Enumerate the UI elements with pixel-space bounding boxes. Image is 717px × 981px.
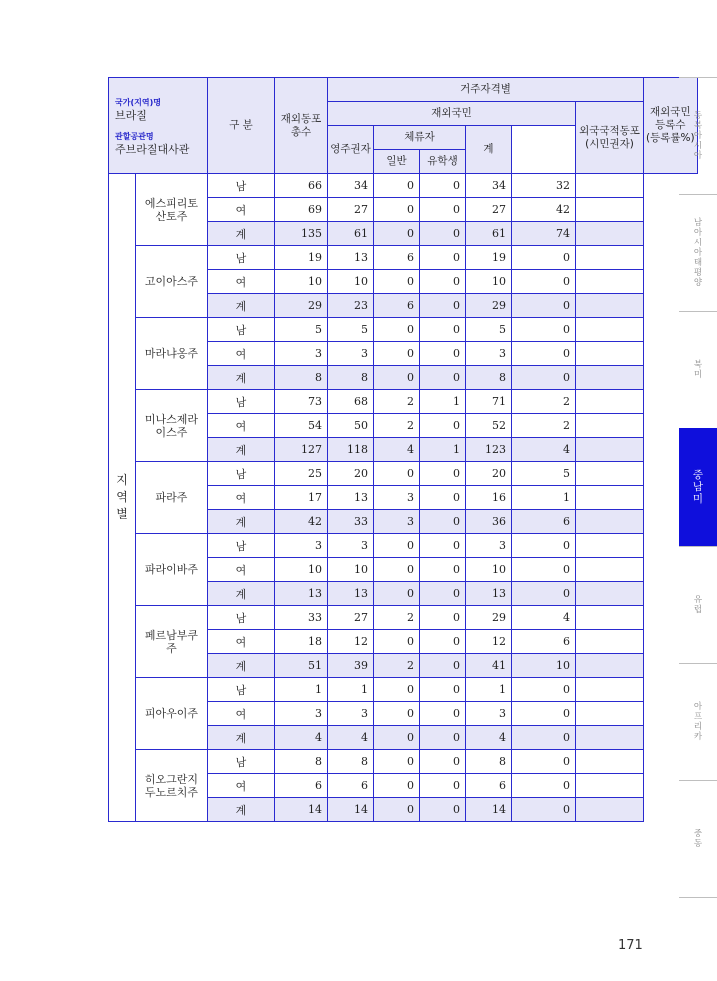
gender-cell: 계 (208, 294, 275, 318)
gender-cell: 계 (208, 438, 275, 462)
value-cell: 6 (328, 774, 374, 798)
gender-cell: 계 (208, 798, 275, 822)
value-cell: 10 (328, 270, 374, 294)
reg-header-line3: (등록률%) (646, 132, 695, 144)
gender-cell: 여 (208, 702, 275, 726)
value-cell: 0 (420, 798, 466, 822)
value-cell: 61 (466, 222, 512, 246)
value-cell: 50 (328, 414, 374, 438)
tab-divider (679, 780, 717, 781)
tab-divider (679, 311, 717, 312)
value-cell: 0 (420, 774, 466, 798)
value-cell: 127 (275, 438, 328, 462)
value-cell: 68 (328, 390, 374, 414)
office-name: 주브라질대사관 (115, 142, 190, 156)
gender-cell: 남 (208, 534, 275, 558)
value-cell: 1 (420, 390, 466, 414)
value-cell: 18 (275, 630, 328, 654)
value-cell: 0 (512, 750, 576, 774)
tab-divider (679, 897, 717, 898)
value-cell: 3 (328, 342, 374, 366)
value-cell (576, 726, 644, 750)
value-cell: 0 (420, 510, 466, 534)
gender-cell: 여 (208, 774, 275, 798)
value-cell: 0 (512, 342, 576, 366)
value-cell: 4 (512, 606, 576, 630)
value-cell: 0 (420, 366, 466, 390)
table-row (109, 246, 698, 270)
gender-cell: 계 (208, 726, 275, 750)
general-header: 일반 (374, 150, 420, 174)
value-cell: 19 (275, 246, 328, 270)
value-cell: 2 (374, 390, 420, 414)
value-cell: 0 (374, 702, 420, 726)
value-cell: 0 (512, 678, 576, 702)
table-row (109, 606, 698, 630)
value-cell: 29 (275, 294, 328, 318)
table-row (109, 678, 698, 702)
value-cell: 0 (420, 606, 466, 630)
value-cell: 10 (466, 270, 512, 294)
value-cell: 14 (328, 798, 374, 822)
side-tab-label: 유럽 (693, 594, 703, 615)
foreign-header (576, 102, 644, 174)
value-cell (576, 270, 644, 294)
gubun-header: 구 분 (208, 78, 275, 174)
value-cell: 42 (275, 510, 328, 534)
side-tab[interactable] (679, 311, 717, 428)
value-cell: 0 (374, 222, 420, 246)
value-cell (576, 606, 644, 630)
value-cell: 3 (328, 534, 374, 558)
value-cell: 4 (512, 438, 576, 462)
region-name: 마라냐옹주 (136, 318, 208, 390)
side-tab-label: 남아시아태평양 (693, 217, 703, 288)
value-cell: 0 (374, 270, 420, 294)
value-cell: 3 (275, 702, 328, 726)
office-label: 관할공관명 (115, 131, 154, 141)
region-name: 피아우이주 (136, 678, 208, 750)
value-cell: 27 (328, 606, 374, 630)
value-cell: 19 (466, 246, 512, 270)
value-cell: 2 (512, 390, 576, 414)
value-cell: 33 (275, 606, 328, 630)
gender-cell: 남 (208, 174, 275, 198)
value-cell: 13 (466, 582, 512, 606)
value-cell: 12 (466, 630, 512, 654)
korean-nationals-header: 재외국민 (328, 102, 576, 126)
value-cell: 39 (328, 654, 374, 678)
residence-header: 거주자격별 (328, 78, 644, 102)
table-row (109, 534, 698, 558)
gender-cell: 여 (208, 198, 275, 222)
sojourner-header: 체류자 (374, 126, 466, 150)
value-cell: 0 (420, 678, 466, 702)
value-cell: 4 (275, 726, 328, 750)
value-cell: 0 (374, 366, 420, 390)
value-cell: 10 (512, 654, 576, 678)
value-cell: 27 (328, 198, 374, 222)
value-cell: 0 (374, 174, 420, 198)
foreign-header-line1: 외국국적동포 (579, 124, 640, 137)
reg-header-line1: 재외국민 (650, 106, 691, 118)
value-cell: 0 (420, 726, 466, 750)
value-cell: 20 (328, 462, 374, 486)
value-cell: 52 (466, 414, 512, 438)
value-cell: 0 (512, 558, 576, 582)
country-header (109, 78, 208, 174)
value-cell: 0 (420, 462, 466, 486)
value-cell (576, 510, 644, 534)
value-cell: 0 (374, 798, 420, 822)
region-name: 페르남부쿠 주 (136, 606, 208, 678)
value-cell: 0 (512, 318, 576, 342)
value-cell: 0 (512, 702, 576, 726)
gender-cell: 여 (208, 414, 275, 438)
tab-divider (679, 194, 717, 195)
value-cell: 8 (328, 366, 374, 390)
side-tab-label: 중동 (693, 828, 703, 849)
value-cell: 74 (512, 222, 576, 246)
population-table (108, 77, 698, 822)
value-cell (576, 390, 644, 414)
value-cell: 25 (275, 462, 328, 486)
value-cell: 0 (512, 798, 576, 822)
country-label: 국가(지역)명 (115, 97, 161, 107)
value-cell: 0 (420, 654, 466, 678)
table-body (109, 174, 698, 822)
value-cell: 135 (275, 222, 328, 246)
gender-cell: 여 (208, 270, 275, 294)
value-cell: 0 (374, 198, 420, 222)
gender-cell: 남 (208, 750, 275, 774)
gender-cell: 계 (208, 654, 275, 678)
value-cell (576, 294, 644, 318)
value-cell: 23 (328, 294, 374, 318)
side-tab[interactable] (679, 194, 717, 311)
value-cell (576, 582, 644, 606)
value-cell (576, 222, 644, 246)
value-cell: 2 (512, 414, 576, 438)
value-cell: 0 (374, 678, 420, 702)
value-cell: 6 (374, 246, 420, 270)
side-tab[interactable] (679, 663, 717, 780)
region-name: 파라주 (136, 462, 208, 534)
value-cell: 0 (420, 630, 466, 654)
tab-divider (679, 546, 717, 547)
side-tab[interactable] (679, 780, 717, 897)
value-cell: 41 (466, 654, 512, 678)
value-cell: 0 (374, 534, 420, 558)
value-cell: 2 (374, 606, 420, 630)
side-tab-label: 아프리카 (693, 701, 703, 742)
value-cell: 0 (374, 318, 420, 342)
value-cell: 3 (466, 534, 512, 558)
side-tab[interactable] (679, 546, 717, 663)
value-cell: 0 (420, 582, 466, 606)
value-cell: 0 (420, 534, 466, 558)
value-cell: 0 (420, 270, 466, 294)
value-cell: 3 (275, 534, 328, 558)
value-cell: 0 (512, 366, 576, 390)
value-cell: 0 (420, 486, 466, 510)
value-cell: 29 (466, 294, 512, 318)
value-cell: 0 (420, 318, 466, 342)
value-cell: 3 (374, 486, 420, 510)
value-cell: 17 (275, 486, 328, 510)
value-cell: 69 (275, 198, 328, 222)
side-tab[interactable] (679, 77, 717, 194)
value-cell: 0 (374, 750, 420, 774)
value-cell (576, 366, 644, 390)
subtotal-header: 계 (466, 126, 512, 174)
gender-cell: 남 (208, 390, 275, 414)
value-cell: 1 (328, 678, 374, 702)
gender-cell: 여 (208, 342, 275, 366)
value-cell: 4 (374, 438, 420, 462)
value-cell: 10 (328, 558, 374, 582)
value-cell: 6 (466, 774, 512, 798)
value-cell: 0 (374, 774, 420, 798)
value-cell: 3 (466, 342, 512, 366)
value-cell: 0 (420, 174, 466, 198)
value-cell: 32 (512, 174, 576, 198)
value-cell: 5 (512, 462, 576, 486)
value-cell: 0 (512, 582, 576, 606)
value-cell (576, 462, 644, 486)
value-cell: 0 (512, 246, 576, 270)
value-cell: 13 (328, 582, 374, 606)
value-cell: 0 (420, 294, 466, 318)
foreign-header-line2: (시민권자) (585, 137, 634, 150)
value-cell: 2 (374, 414, 420, 438)
region-name: 에스피리토 산토주 (136, 174, 208, 246)
value-cell (576, 750, 644, 774)
value-cell: 27 (466, 198, 512, 222)
value-cell: 123 (466, 438, 512, 462)
gender-cell: 계 (208, 510, 275, 534)
value-cell: 0 (512, 774, 576, 798)
value-cell: 10 (275, 558, 328, 582)
value-cell: 34 (328, 174, 374, 198)
value-cell: 6 (512, 630, 576, 654)
gender-cell: 계 (208, 222, 275, 246)
value-cell (576, 486, 644, 510)
value-cell: 0 (512, 270, 576, 294)
region-name: 히오그란지 두노르치주 (136, 750, 208, 822)
value-cell: 4 (328, 726, 374, 750)
value-cell: 0 (420, 342, 466, 366)
value-cell (576, 774, 644, 798)
value-cell: 1 (420, 438, 466, 462)
value-cell (576, 558, 644, 582)
value-cell: 0 (374, 462, 420, 486)
value-cell: 8 (466, 750, 512, 774)
gender-cell: 계 (208, 366, 275, 390)
value-cell: 34 (466, 174, 512, 198)
table-row (109, 462, 698, 486)
value-cell: 1 (275, 678, 328, 702)
region-name: 고이아스주 (136, 246, 208, 318)
gender-cell: 여 (208, 558, 275, 582)
value-cell: 0 (420, 558, 466, 582)
value-cell: 0 (512, 294, 576, 318)
value-cell: 118 (328, 438, 374, 462)
value-cell: 13 (275, 582, 328, 606)
value-cell (576, 318, 644, 342)
value-cell: 42 (512, 198, 576, 222)
gender-cell: 계 (208, 582, 275, 606)
total-header-line1: 재외동포 (280, 112, 322, 125)
value-cell (576, 534, 644, 558)
value-cell: 0 (420, 198, 466, 222)
value-cell (576, 630, 644, 654)
value-cell (576, 414, 644, 438)
reg-header-line2: 등록수 (655, 119, 686, 131)
value-cell: 0 (420, 246, 466, 270)
gender-cell: 남 (208, 678, 275, 702)
value-cell: 5 (328, 318, 374, 342)
value-cell: 73 (275, 390, 328, 414)
value-cell: 5 (466, 318, 512, 342)
total-header-line2: 총수 (290, 125, 312, 138)
value-cell: 3 (328, 702, 374, 726)
student-header: 유학생 (420, 150, 466, 174)
value-cell: 4 (466, 726, 512, 750)
value-cell (576, 246, 644, 270)
gender-cell: 남 (208, 318, 275, 342)
gender-cell: 여 (208, 486, 275, 510)
value-cell: 6 (374, 294, 420, 318)
total-header (275, 78, 328, 174)
tab-divider (679, 77, 717, 78)
value-cell: 0 (512, 534, 576, 558)
value-cell: 8 (466, 366, 512, 390)
value-cell: 13 (328, 246, 374, 270)
value-cell: 0 (374, 558, 420, 582)
value-cell: 61 (328, 222, 374, 246)
value-cell: 71 (466, 390, 512, 414)
value-cell: 2 (374, 654, 420, 678)
value-cell: 8 (275, 750, 328, 774)
value-cell: 29 (466, 606, 512, 630)
value-cell: 16 (466, 486, 512, 510)
value-cell: 5 (275, 318, 328, 342)
value-cell: 66 (275, 174, 328, 198)
value-cell: 1 (512, 486, 576, 510)
value-cell: 33 (328, 510, 374, 534)
permanent-header: 영주권자 (328, 126, 374, 174)
value-cell: 10 (466, 558, 512, 582)
value-cell (576, 702, 644, 726)
value-cell: 8 (275, 366, 328, 390)
value-cell: 3 (275, 342, 328, 366)
value-cell: 0 (374, 342, 420, 366)
value-cell: 14 (466, 798, 512, 822)
value-cell: 0 (420, 414, 466, 438)
value-cell: 51 (275, 654, 328, 678)
table-row (109, 390, 698, 414)
value-cell: 0 (374, 582, 420, 606)
value-cell: 8 (328, 750, 374, 774)
region-name: 미나스제라 이스주 (136, 390, 208, 462)
side-tab-label: 북미 (693, 359, 703, 380)
gender-cell: 여 (208, 630, 275, 654)
value-cell: 54 (275, 414, 328, 438)
table-row (109, 750, 698, 774)
value-cell: 0 (420, 222, 466, 246)
value-cell (576, 678, 644, 702)
value-cell: 14 (275, 798, 328, 822)
value-cell: 6 (512, 510, 576, 534)
table-row (109, 174, 698, 198)
value-cell: 0 (374, 726, 420, 750)
region-name: 파라이바주 (136, 534, 208, 606)
value-cell (576, 342, 644, 366)
value-cell (576, 174, 644, 198)
table-row (109, 318, 698, 342)
value-cell: 13 (328, 486, 374, 510)
value-cell: 0 (512, 726, 576, 750)
value-cell (576, 654, 644, 678)
value-cell: 0 (420, 750, 466, 774)
side-tab-label: 중남미 (692, 469, 704, 505)
value-cell: 3 (466, 702, 512, 726)
value-cell: 10 (275, 270, 328, 294)
tab-divider (679, 663, 717, 664)
value-cell: 36 (466, 510, 512, 534)
value-cell: 0 (420, 702, 466, 726)
page-number: 171 (618, 938, 643, 953)
value-cell (576, 798, 644, 822)
value-cell: 1 (466, 678, 512, 702)
value-cell: 20 (466, 462, 512, 486)
side-tab-label: 동북아시아 (693, 110, 703, 161)
value-cell (576, 438, 644, 462)
value-cell: 0 (374, 630, 420, 654)
country-name: 브라질 (115, 108, 147, 122)
value-cell: 12 (328, 630, 374, 654)
category-label: 지 역 별 (109, 174, 136, 822)
value-cell: 6 (275, 774, 328, 798)
side-tab[interactable] (679, 428, 717, 546)
gender-cell: 남 (208, 606, 275, 630)
value-cell: 3 (374, 510, 420, 534)
gender-cell: 남 (208, 246, 275, 270)
value-cell (576, 198, 644, 222)
gender-cell: 남 (208, 462, 275, 486)
